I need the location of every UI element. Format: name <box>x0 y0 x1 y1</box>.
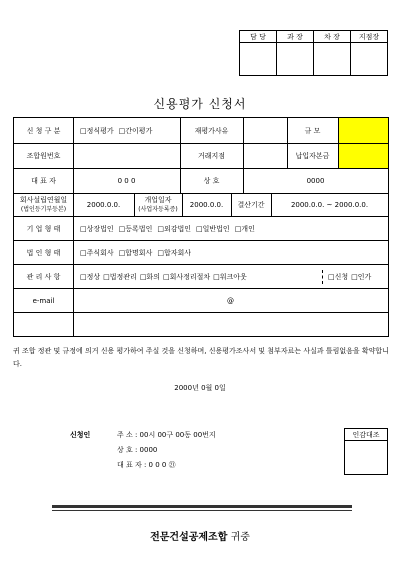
company-name-label: 상 호 <box>203 177 220 185</box>
paid-in-capital-label: 납입자본금 <box>295 152 330 160</box>
approval-column <box>314 31 351 75</box>
approval-box <box>239 30 388 76</box>
approval-header: 지점장 <box>351 31 387 43</box>
email-label: e-mail <box>32 296 55 305</box>
checkbox-workout[interactable]: □워크아웃 <box>213 272 247 281</box>
establishment-date-label-sub: (법인등기부등본) <box>20 206 67 213</box>
corporation-type-options <box>80 241 196 264</box>
reevaluation-reason-label: 재평가사유 <box>194 126 229 135</box>
company-name-value[interactable]: 0000 <box>306 177 325 185</box>
page-title: 신용평가 신청서 <box>153 97 247 111</box>
representative-value[interactable]: 0 0 0 <box>117 177 136 185</box>
recipient <box>0 528 400 543</box>
divider-thin <box>52 510 352 511</box>
opening-date-label <box>134 194 182 216</box>
capital-value-cell[interactable] <box>339 144 388 168</box>
scale-label: 규 모 <box>304 126 321 135</box>
member-number-field[interactable] <box>74 144 180 168</box>
fiscal-period-label: 결산기간 <box>237 201 265 209</box>
corporation-type-label: 법 인 형 태 <box>26 248 61 257</box>
checkbox-reorganization[interactable]: □회사정리절차 <box>162 272 211 281</box>
application-type-options <box>80 118 157 143</box>
checkbox-formal-evaluation[interactable]: □정식평가 <box>80 126 114 135</box>
establishment-date-label-main: 회사설립연월일 <box>19 196 68 204</box>
seal-verification-box <box>344 428 388 475</box>
management-status-options-right <box>328 265 371 288</box>
company-type-label: 기 업 형 태 <box>26 224 61 233</box>
management-status-options <box>80 265 250 288</box>
approval-column <box>277 31 314 75</box>
checkbox-approved[interactable]: □인가 <box>351 272 372 281</box>
application-type-label: 신 청 구 분 <box>26 126 61 135</box>
applicant-label: 신청인 <box>70 431 91 439</box>
recipient-suffix: 귀중 <box>230 532 250 543</box>
approval-header: 차 장 <box>314 31 350 43</box>
applicant-company: 상 호 : 0000 <box>117 446 158 454</box>
checkbox-applied[interactable]: □신청 <box>328 272 349 281</box>
branch-field[interactable] <box>244 144 287 168</box>
company-type-options <box>80 217 260 240</box>
applicant-address: 주 소 : 00시 00구 00동 00번지 <box>117 431 216 439</box>
checkbox-general-partnership[interactable]: □합명회사 <box>118 248 153 257</box>
checkbox-general-corp[interactable]: □일반법인 <box>196 224 230 233</box>
checkbox-limited-partnership[interactable]: □합자회사 <box>157 248 192 257</box>
checkbox-simple-evaluation[interactable]: □간이평가 <box>118 126 153 135</box>
branch-label: 거래지점 <box>197 152 226 160</box>
checkbox-registered-corp[interactable]: □등록법인 <box>118 224 153 233</box>
opening-date-value[interactable]: 2000.0.0. <box>189 201 224 209</box>
application-form <box>13 117 389 337</box>
checkbox-individual[interactable]: □개인 <box>234 224 255 233</box>
checkbox-listed-corp[interactable]: □상장법인 <box>80 224 114 233</box>
representative-label: 대 표 자 <box>31 177 56 185</box>
approval-header: 과 장 <box>277 31 313 43</box>
divider-thick <box>52 505 352 508</box>
checkbox-court-receivership[interactable]: □법정관리 <box>103 272 137 281</box>
recipient-organization: 전문건설공제조합 <box>150 532 228 543</box>
approval-column <box>351 31 387 75</box>
opening-date-label-main: 개업일자 <box>144 196 172 204</box>
checkbox-composition[interactable]: □화의 <box>139 272 160 281</box>
approval-column <box>240 31 277 75</box>
establishment-date-label <box>14 194 73 216</box>
declaration-text: 귀 조합 정관 및 규정에 의거 신용 평가하여 주실 것을 신청하며, 신용평가조사서 및 첨부자료는 사실과 틀림없음을 확약합니다. <box>13 347 389 368</box>
member-number-label: 조합원번호 <box>26 152 61 160</box>
reevaluation-reason-field[interactable] <box>243 118 287 143</box>
checkbox-stock-company[interactable]: □주식회사 <box>80 248 114 257</box>
checkbox-normal[interactable]: □정상 <box>80 272 101 281</box>
applicant-representative: 대 표 자 : 0 0 0 ㉑ <box>117 461 176 469</box>
email-field[interactable]: @ <box>227 296 234 305</box>
scale-value-cell[interactable] <box>339 118 388 143</box>
approval-header: 담 당 <box>240 31 276 43</box>
application-date: 2000년 0월 0일 <box>174 384 226 392</box>
checkbox-audited-corp[interactable]: □외감법인 <box>157 224 192 233</box>
fiscal-period-value[interactable]: 2000.0.0. ~ 2000.0.0. <box>290 201 369 209</box>
opening-date-label-sub: (사업자등록증) <box>138 206 178 213</box>
management-status-label: 관 리 사 항 <box>26 272 61 281</box>
seal-verification-label: 인감대조 <box>345 429 387 441</box>
establishment-date-value[interactable]: 2000.0.0. <box>86 201 121 209</box>
